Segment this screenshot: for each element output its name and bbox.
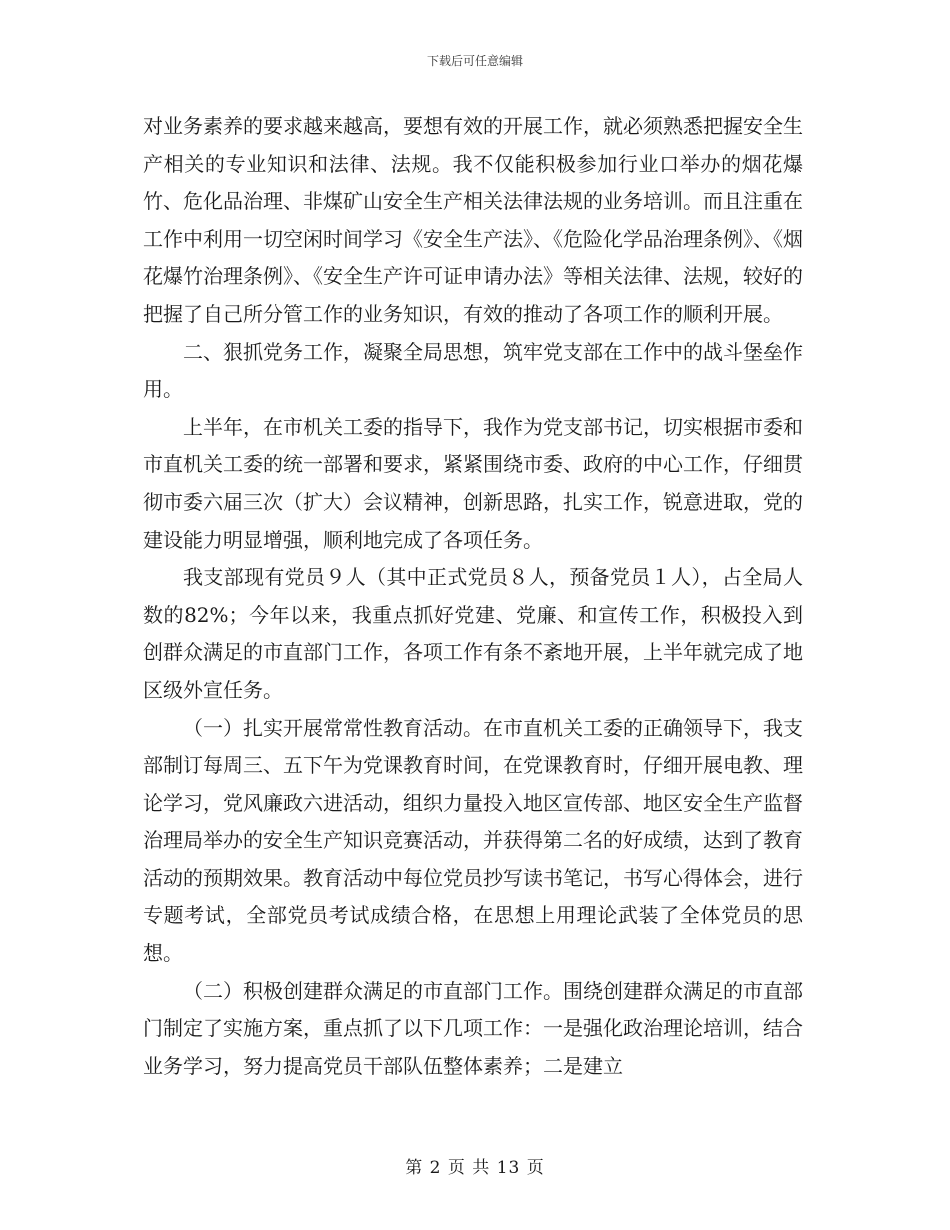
document-body	[143, 108, 803, 1085]
paragraph: 对业务素养的要求越来越高，要想有效的开展工作，就必须熟悉把握安全生产相关的专业知识和法律、法规。我不仅能积极参加行业口举办的烟花爆竹、危化品治理、非煤矿山安全生产相关法律法规的业务培训。而且注重在工作中利用一切空闲时间学习《安全生产法》、《危险化学品治理条例》、《烟花爆竹治理条例》、《安全生产许可证申请办法》等相关法律、法规，较好的把握了自己所分管工作的业务知识，有效的推动了各项工作的顺利开展。	[143, 114, 803, 326]
page-number-footer: 第 2 页 共 13 页	[405, 1158, 545, 1178]
paragraph: 二、狠抓党务工作，凝聚全局思想，筑牢党支部在工作中的战斗堡垒作用。	[143, 339, 803, 402]
paragraph: 我支部现有党员９人（其中正式党员８人，预备党员１人），占全局人数的82%；今年以来，我重点抓好党建、党廉、和宣传工作，积极投入到创群众满足的市直部门工作，各项工作有条不紊地开展，上半年就完成了地区级外宣任务。	[143, 565, 803, 702]
paragraph: 上半年，在市机关工委的指导下，我作为党支部书记，切实根据市委和市直机关工委的统一部署和要求，紧紧围绕市委、政府的中心工作，仔细贯彻市委六届三次（扩大）会议精神，创新思路，扎实工作，锐意进取，党的建设能力明显增强，顺利地完成了各项任务。	[143, 414, 803, 552]
paragraph: （一）扎实开展常常性教育活动。在市直机关工委的正确领导下，我支部制订每周三、五下午为党课教育时间，在党课教育时，仔细开展电教、理论学习，党风廉政六进活动，组织力量投入地区宣传部、地区安全生产监督治理局举办的安全生产知识竞赛活动，并获得第二名的好成绩，达到了教育活动的预期效果。教育活动中每位党员抄写读书笔记，书写心得体会，进行专题考试，全部党员考试成绩合格，在思想上用理论武装了全体党员的思想。	[143, 715, 803, 966]
page-header: 下载后可任意编辑	[426, 54, 523, 68]
paragraph: （二）积极创建群众满足的市直部门工作。围绕创建群众满足的市直部门制定了实施方案，重点抓了以下几项工作：一是强化政治理论培训，结合业务学习，努力提高党员干部队伍整体素养；二是建立	[143, 978, 803, 1078]
